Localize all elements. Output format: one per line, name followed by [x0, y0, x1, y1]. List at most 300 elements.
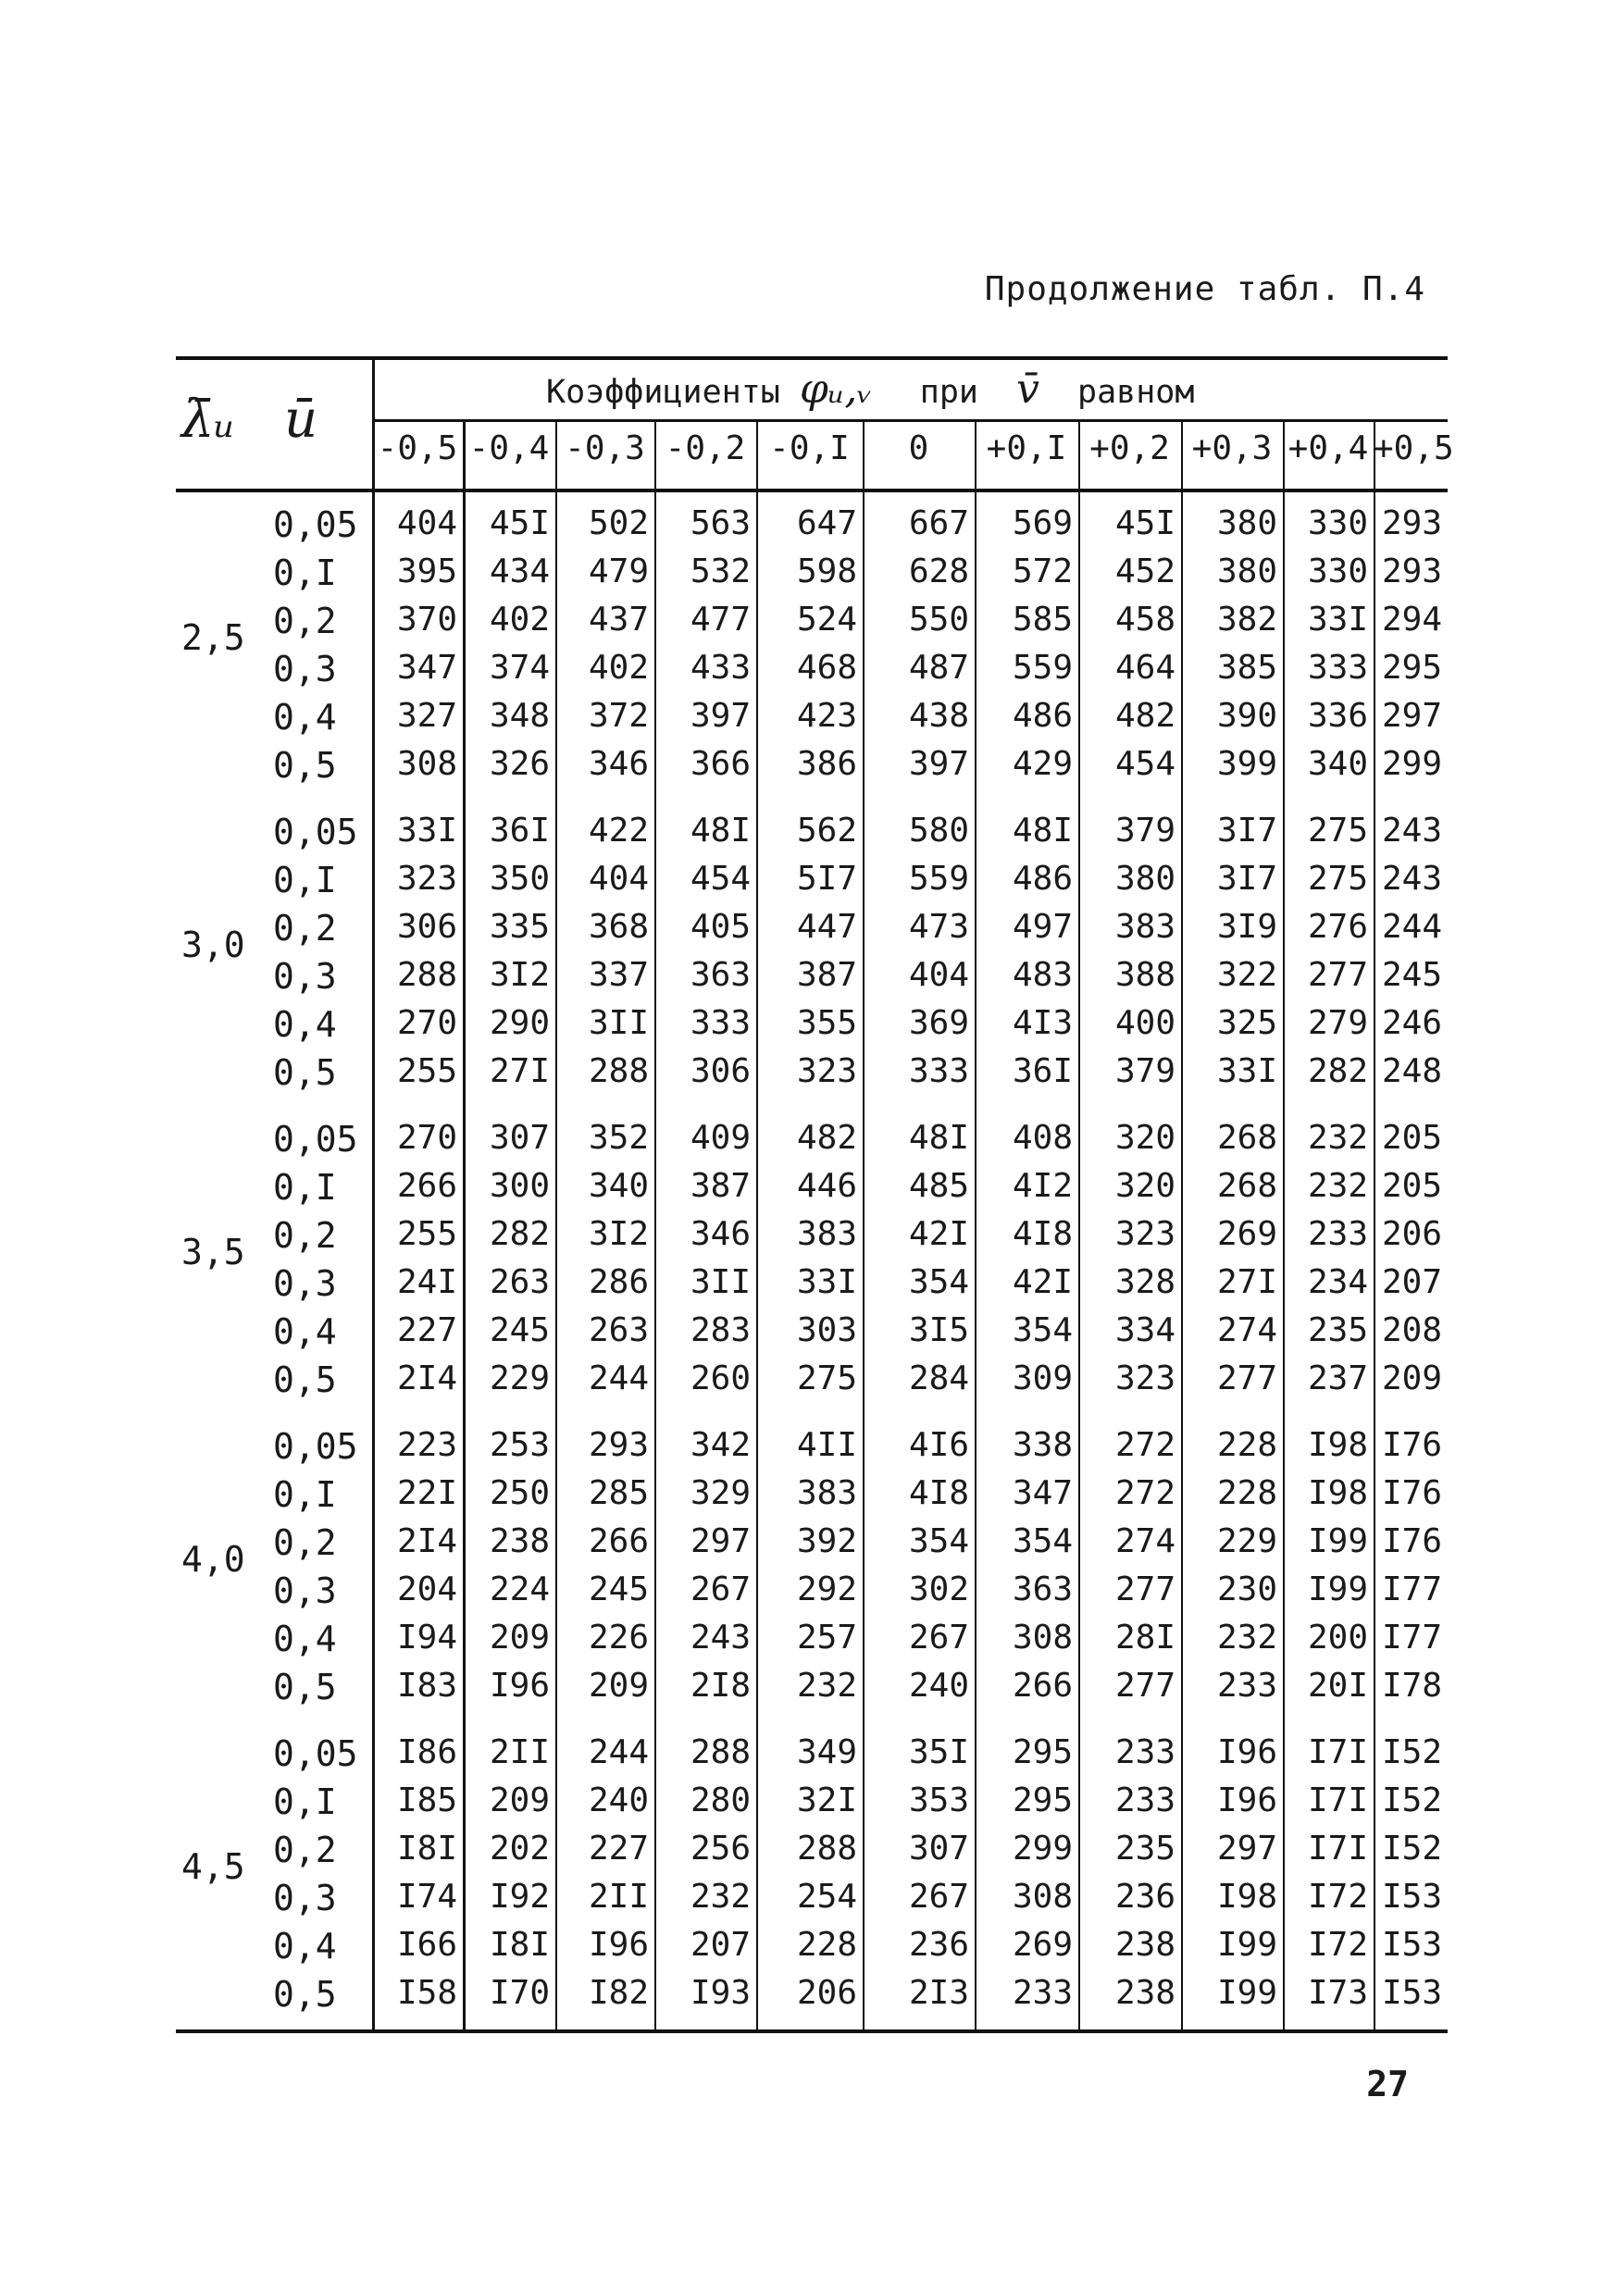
coef-cell: 302	[908, 1570, 969, 1608]
coef-cell: 233	[1307, 1215, 1368, 1253]
coef-cell: 347	[396, 649, 457, 687]
coef-cell: 3I9	[1216, 908, 1277, 946]
coef-cell: 244	[588, 1359, 649, 1397]
coef-cell: 268	[1216, 1167, 1277, 1205]
coef-cell: 263	[489, 1263, 550, 1301]
coef-cell: 246	[1381, 1004, 1442, 1042]
coef-cell: 267	[908, 1619, 969, 1657]
column-header: -0,4	[468, 429, 550, 467]
coef-cell: 260	[690, 1359, 751, 1397]
u-value: 0,2	[273, 601, 337, 641]
coef-cell: 3I2	[489, 956, 550, 994]
coef-cell: 27I	[1216, 1263, 1277, 1301]
coef-cell: 3I7	[1216, 860, 1277, 898]
coef-cell: 387	[796, 956, 857, 994]
coef-cell: 277	[1114, 1667, 1175, 1705]
coef-cell: 397	[908, 745, 969, 783]
coef-cell: 223	[396, 1426, 457, 1464]
coef-cell: 295	[1012, 1781, 1073, 1819]
rule-line	[372, 419, 1448, 422]
coef-cell: 2I3	[908, 1974, 969, 2012]
coef-cell: 433	[690, 649, 751, 687]
coef-cell: I52	[1381, 1781, 1442, 1819]
coef-cell: I7I	[1307, 1781, 1368, 1819]
coef-cell: I96	[1216, 1781, 1277, 1819]
coef-cell: 580	[908, 812, 969, 850]
coef-cell: I98	[1216, 1878, 1277, 1916]
coef-cell: 330	[1307, 552, 1368, 590]
coef-cell: 288	[396, 956, 457, 994]
coef-cell: 434	[489, 552, 550, 590]
coef-cell: 559	[908, 860, 969, 898]
coef-cell: 208	[1381, 1311, 1442, 1349]
coef-cell: 269	[1216, 1215, 1277, 1253]
coef-cell: I58	[396, 1974, 457, 2012]
coef-cell: 48I	[1012, 812, 1073, 850]
u-value: 0,5	[273, 1667, 337, 1707]
coef-cell: I70	[489, 1974, 550, 2012]
coef-cell: 326	[489, 745, 550, 783]
coef-cell: 36I	[1012, 1052, 1073, 1090]
coef-cell: 284	[908, 1359, 969, 1397]
coef-cell: 306	[396, 908, 457, 946]
coef-cell: 33I	[396, 812, 457, 850]
coef-cell: 232	[1307, 1167, 1368, 1205]
coef-cell: 438	[908, 697, 969, 735]
coef-cell: I7I	[1307, 1733, 1368, 1771]
coef-cell: 647	[796, 504, 857, 542]
coef-cell: 337	[588, 956, 649, 994]
coef-cell: 269	[1012, 1926, 1073, 1964]
coef-cell: 4II	[796, 1426, 857, 1464]
coef-cell: 243	[1381, 812, 1442, 850]
u-value: 0,3	[273, 1570, 337, 1611]
u-bar-header: ū	[284, 390, 318, 450]
column-header: +0,2	[1089, 429, 1170, 467]
coef-cell: 446	[796, 1167, 857, 1205]
coef-cell: 24I	[396, 1263, 457, 1301]
coef-cell: I72	[1307, 1926, 1368, 1964]
coef-cell: 266	[396, 1167, 457, 1205]
coef-cell: 347	[1012, 1474, 1073, 1512]
coef-cell: I98	[1307, 1426, 1368, 1464]
coef-cell: I94	[396, 1619, 457, 1657]
u-value: 0,5	[273, 1052, 337, 1093]
coef-cell: 275	[1307, 812, 1368, 850]
coef-cell: 268	[1216, 1119, 1277, 1157]
coef-cell: 307	[489, 1119, 550, 1157]
coef-cell: 323	[796, 1052, 857, 1090]
coef-cell: 468	[796, 649, 857, 687]
page-number: 27	[1366, 2064, 1409, 2104]
coef-cell: 227	[588, 1830, 649, 1868]
coef-cell: 454	[690, 860, 751, 898]
coef-cell: 3I5	[908, 1311, 969, 1349]
coef-cell: 297	[690, 1522, 751, 1560]
coef-cell: 255	[396, 1052, 457, 1090]
coef-cell: 399	[1216, 745, 1277, 783]
coef-cell: 349	[796, 1733, 857, 1771]
u-value: 0,05	[273, 1733, 358, 1774]
coef-cell: 307	[908, 1830, 969, 1868]
coef-cell: 293	[1381, 504, 1442, 542]
coef-cell: 372	[588, 697, 649, 735]
coef-cell: 245	[1381, 956, 1442, 994]
coef-cell: 232	[796, 1667, 857, 1705]
coef-cell: 228	[796, 1926, 857, 1964]
coef-cell: 497	[1012, 908, 1073, 946]
coef-cell: 338	[1012, 1426, 1073, 1464]
coef-cell: 279	[1307, 1004, 1368, 1042]
coef-cell: 277	[1307, 956, 1368, 994]
coef-cell: 323	[1114, 1359, 1175, 1397]
coef-cell: 288	[690, 1733, 751, 1771]
coef-cell: 329	[690, 1474, 751, 1512]
coef-cell: 233	[1114, 1733, 1175, 1771]
coef-cell: 27I	[489, 1052, 550, 1090]
coef-cell: I8I	[396, 1830, 457, 1868]
coef-cell: 402	[588, 649, 649, 687]
coef-cell: 340	[1307, 745, 1368, 783]
column-header: -0,2	[665, 429, 746, 467]
coef-cell: 299	[1381, 745, 1442, 783]
coef-cell: 290	[489, 1004, 550, 1042]
coef-cell: I92	[489, 1878, 550, 1916]
coef-cell: 452	[1114, 552, 1175, 590]
coef-cell: 524	[796, 601, 857, 639]
coef-cell: 325	[1216, 1004, 1277, 1042]
coef-cell: 4I3	[1012, 1004, 1073, 1042]
coef-cell: 282	[1307, 1052, 1368, 1090]
coef-cell: 4I2	[1012, 1167, 1073, 1205]
coef-cell: 226	[588, 1619, 649, 1657]
coef-cell: 397	[690, 697, 751, 735]
coef-cell: 2II	[588, 1878, 649, 1916]
lambda-value: 4,0	[181, 1539, 245, 1580]
coef-cell: 32I	[796, 1781, 857, 1819]
coef-cell: 408	[1012, 1119, 1073, 1157]
lambda-value: 3,5	[181, 1232, 245, 1272]
u-value: 0,I	[273, 1781, 337, 1822]
coef-cell: 255	[396, 1215, 457, 1253]
coef-cell: 400	[1114, 1004, 1175, 1042]
coef-cell: 366	[690, 745, 751, 783]
coef-cell: 404	[908, 956, 969, 994]
coef-cell: 229	[489, 1359, 550, 1397]
coef-cell: I93	[690, 1974, 751, 2012]
rule-line	[176, 356, 1448, 360]
coef-cell: 244	[1381, 908, 1442, 946]
coef-cell: 3I2	[588, 1215, 649, 1253]
coef-cell: 266	[1012, 1667, 1073, 1705]
coef-cell: I53	[1381, 1878, 1442, 1916]
coef-cell: 288	[588, 1052, 649, 1090]
u-value: 0,05	[273, 1119, 358, 1160]
coef-cell: 352	[588, 1119, 649, 1157]
coef-cell: I76	[1381, 1426, 1442, 1464]
coef-cell: 235	[1307, 1311, 1368, 1349]
coef-cell: 379	[1114, 1052, 1175, 1090]
coef-cell: 28I	[1114, 1619, 1175, 1657]
coef-cell: 3II	[588, 1004, 649, 1042]
coef-cell: 333	[690, 1004, 751, 1042]
coef-cell: 368	[588, 908, 649, 946]
coef-cell: 486	[1012, 697, 1073, 735]
coef-cell: 336	[1307, 697, 1368, 735]
coef-cell: I72	[1307, 1878, 1368, 1916]
coef-cell: 283	[690, 1311, 751, 1349]
coef-cell: 293	[1381, 552, 1442, 590]
coef-cell: I99	[1216, 1974, 1277, 2012]
coef-cell: 346	[690, 1215, 751, 1253]
coef-cell: 395	[396, 552, 457, 590]
coef-cell: 485	[908, 1167, 969, 1205]
coef-cell: 585	[1012, 601, 1073, 639]
coef-cell: 383	[1114, 908, 1175, 946]
coef-cell: I82	[588, 1974, 649, 2012]
coef-cell: 292	[796, 1570, 857, 1608]
coef-cell: 370	[396, 601, 457, 639]
coef-cell: 348	[489, 697, 550, 735]
coef-cell: 309	[1012, 1359, 1073, 1397]
coef-cell: 20I	[1307, 1667, 1368, 1705]
coef-cell: 387	[690, 1167, 751, 1205]
coef-cell: 385	[1216, 649, 1277, 687]
coef-cell: 233	[1216, 1667, 1277, 1705]
coef-cell: 286	[588, 1263, 649, 1301]
coef-cell: 207	[1381, 1263, 1442, 1301]
coef-cell: I99	[1307, 1570, 1368, 1608]
coef-cell: 353	[908, 1781, 969, 1819]
coef-cell: 257	[796, 1619, 857, 1657]
u-value: 0,4	[273, 1926, 337, 1967]
coef-mid: при	[919, 374, 978, 411]
coef-cell: 354	[908, 1522, 969, 1560]
coef-cell: 232	[1307, 1119, 1368, 1157]
coef-cell: I52	[1381, 1830, 1442, 1868]
coef-cell: 562	[796, 812, 857, 850]
coef-cell: 4I8	[1012, 1215, 1073, 1253]
coef-cell: I96	[1216, 1733, 1277, 1771]
coef-cell: I96	[489, 1667, 550, 1705]
coef-cell: 502	[588, 504, 649, 542]
coef-cell: 447	[796, 908, 857, 946]
coef-cell: 209	[588, 1667, 649, 1705]
coef-cell: 48I	[690, 812, 751, 850]
column-header: -0,5	[377, 429, 458, 467]
coef-cell: 228	[1216, 1426, 1277, 1464]
coef-cell: 392	[796, 1522, 857, 1560]
coef-cell: 238	[1114, 1926, 1175, 1964]
coef-cell: 240	[908, 1667, 969, 1705]
coef-cell: I53	[1381, 1926, 1442, 1964]
coef-cell: I7I	[1307, 1830, 1368, 1868]
coef-cell: I77	[1381, 1570, 1442, 1608]
coef-cell: 238	[489, 1522, 550, 1560]
coef-cell: I77	[1381, 1619, 1442, 1657]
u-value: 0,4	[273, 1004, 337, 1045]
coef-cell: 48I	[908, 1119, 969, 1157]
u-value: 0,05	[273, 1426, 358, 1467]
coef-cell: 458	[1114, 601, 1175, 639]
coef-cell: 3II	[690, 1263, 751, 1301]
coef-cell: 323	[396, 860, 457, 898]
coef-cell: 4I6	[908, 1426, 969, 1464]
coef-cell: 267	[908, 1878, 969, 1916]
coef-cell: 254	[796, 1878, 857, 1916]
u-value: 0,05	[273, 504, 358, 545]
coef-cell: 274	[1114, 1522, 1175, 1560]
coef-cell: 256	[690, 1830, 751, 1868]
coef-cell: 437	[588, 601, 649, 639]
coef-cell: 33I	[1307, 601, 1368, 639]
u-value: 0,2	[273, 1522, 337, 1563]
coef-cell: 479	[588, 552, 649, 590]
coef-cell: 224	[489, 1570, 550, 1608]
coef-cell: 245	[489, 1311, 550, 1349]
coef-suffix: равном	[1077, 374, 1195, 411]
coef-cell: 379	[1114, 812, 1175, 850]
coef-cell: 354	[908, 1263, 969, 1301]
u-value: 0,05	[273, 812, 358, 852]
coef-cell: 346	[588, 745, 649, 783]
v-bar-symbol: v̄	[1016, 366, 1039, 413]
coef-cell: 42I	[1012, 1263, 1073, 1301]
column-header: -0,3	[565, 429, 645, 467]
coef-cell: 236	[1114, 1878, 1175, 1916]
coef-cell: 275	[1307, 860, 1368, 898]
coef-cell: I83	[396, 1667, 457, 1705]
coef-cell: 404	[588, 860, 649, 898]
coef-cell: 207	[690, 1926, 751, 1964]
coef-cell: 243	[690, 1619, 751, 1657]
coef-cell: 33I	[796, 1263, 857, 1301]
coef-cell: 363	[1012, 1570, 1073, 1608]
coef-cell: 380	[1114, 860, 1175, 898]
coef-cell: 205	[1381, 1167, 1442, 1205]
coef-cell: 238	[1114, 1974, 1175, 2012]
u-value: 0,I	[273, 1167, 337, 1208]
u-value: 0,4	[273, 697, 337, 738]
coef-cell: 320	[1114, 1167, 1175, 1205]
coef-cell: 306	[690, 1052, 751, 1090]
coef-cell: 569	[1012, 504, 1073, 542]
coef-cell: 209	[489, 1781, 550, 1819]
coef-cell: 228	[1216, 1474, 1277, 1512]
u-value: 0,5	[273, 745, 337, 786]
coef-cell: 563	[690, 504, 751, 542]
coef-cell: 45I	[489, 504, 550, 542]
u-value: 0,5	[273, 1359, 337, 1400]
coef-cell: 402	[489, 601, 550, 639]
coef-cell: 628	[908, 552, 969, 590]
coef-cell: 275	[796, 1359, 857, 1397]
u-value: 0,2	[273, 908, 337, 949]
coef-cell: I98	[1307, 1474, 1368, 1512]
coef-cell: 334	[1114, 1311, 1175, 1349]
coef-cell: 274	[1216, 1311, 1277, 1349]
coef-cell: 240	[588, 1781, 649, 1819]
coef-cell: 354	[1012, 1311, 1073, 1349]
coef-cell: I8I	[489, 1926, 550, 1964]
coef-cell: 322	[1216, 956, 1277, 994]
coef-cell: 405	[690, 908, 751, 946]
coef-cell: 276	[1307, 908, 1368, 946]
coef-cell: I76	[1381, 1522, 1442, 1560]
u-value: 0,I	[273, 860, 337, 900]
coef-cell: 404	[396, 504, 457, 542]
coef-cell: 230	[1216, 1570, 1277, 1608]
coef-cell: 340	[588, 1167, 649, 1205]
coef-cell: 4I8	[908, 1474, 969, 1512]
u-value: 0,2	[273, 1830, 337, 1870]
coef-cell: 245	[588, 1570, 649, 1608]
coef-cell: I99	[1216, 1926, 1277, 1964]
coef-cell: 559	[1012, 649, 1073, 687]
coef-cell: 237	[1307, 1359, 1368, 1397]
coef-cell: 263	[588, 1311, 649, 1349]
coef-cell: 5I7	[796, 860, 857, 898]
coef-prefix: Коэффициенты	[546, 374, 780, 411]
coef-cell: 308	[1012, 1878, 1073, 1916]
coef-cell: 422	[588, 812, 649, 850]
coef-cell: 380	[1216, 552, 1277, 590]
coef-cell: 572	[1012, 552, 1073, 590]
coef-cell: 2II	[489, 1733, 550, 1771]
coef-cell: 229	[1216, 1522, 1277, 1560]
coef-cell: I85	[396, 1781, 457, 1819]
coef-cell: 380	[1216, 504, 1277, 542]
coef-cell: 250	[489, 1474, 550, 1512]
coef-cell: 333	[908, 1052, 969, 1090]
coef-cell: 244	[588, 1733, 649, 1771]
coef-cell: 277	[1114, 1570, 1175, 1608]
phi-uv-symbol: φᵤ,ᵥ	[799, 366, 873, 413]
coef-cell: 293	[588, 1426, 649, 1464]
coef-cell: 308	[396, 745, 457, 783]
coef-cell: 483	[1012, 956, 1073, 994]
coef-cell: 429	[1012, 745, 1073, 783]
coef-cell: 267	[690, 1570, 751, 1608]
coef-cell: 308	[1012, 1619, 1073, 1657]
coef-cell: 477	[690, 601, 751, 639]
coef-cell: 206	[796, 1974, 857, 2012]
coef-cell: 45I	[1114, 504, 1175, 542]
coef-cell: 227	[396, 1311, 457, 1349]
coef-cell: I53	[1381, 1974, 1442, 2012]
coef-cell: I52	[1381, 1733, 1442, 1771]
coef-cell: 232	[690, 1878, 751, 1916]
coef-cell: I74	[396, 1878, 457, 1916]
coef-cell: 335	[489, 908, 550, 946]
coef-cell: 22I	[396, 1474, 457, 1512]
coef-cell: 202	[489, 1830, 550, 1868]
coef-cell: 206	[1381, 1215, 1442, 1253]
coef-cell: 294	[1381, 601, 1442, 639]
coef-cell: 464	[1114, 649, 1175, 687]
coef-cell: 236	[908, 1926, 969, 1964]
coef-cell: 333	[1307, 649, 1368, 687]
coef-cell: 209	[1381, 1359, 1442, 1397]
u-value: 0,4	[273, 1619, 337, 1659]
coef-cell: 280	[690, 1781, 751, 1819]
u-value: 0,4	[273, 1311, 337, 1352]
u-value: 0,3	[273, 1878, 337, 1918]
u-value: 0,I	[273, 552, 337, 593]
coef-cell: 383	[796, 1474, 857, 1512]
coef-cell: 369	[908, 1004, 969, 1042]
coef-cell: 297	[1381, 697, 1442, 735]
